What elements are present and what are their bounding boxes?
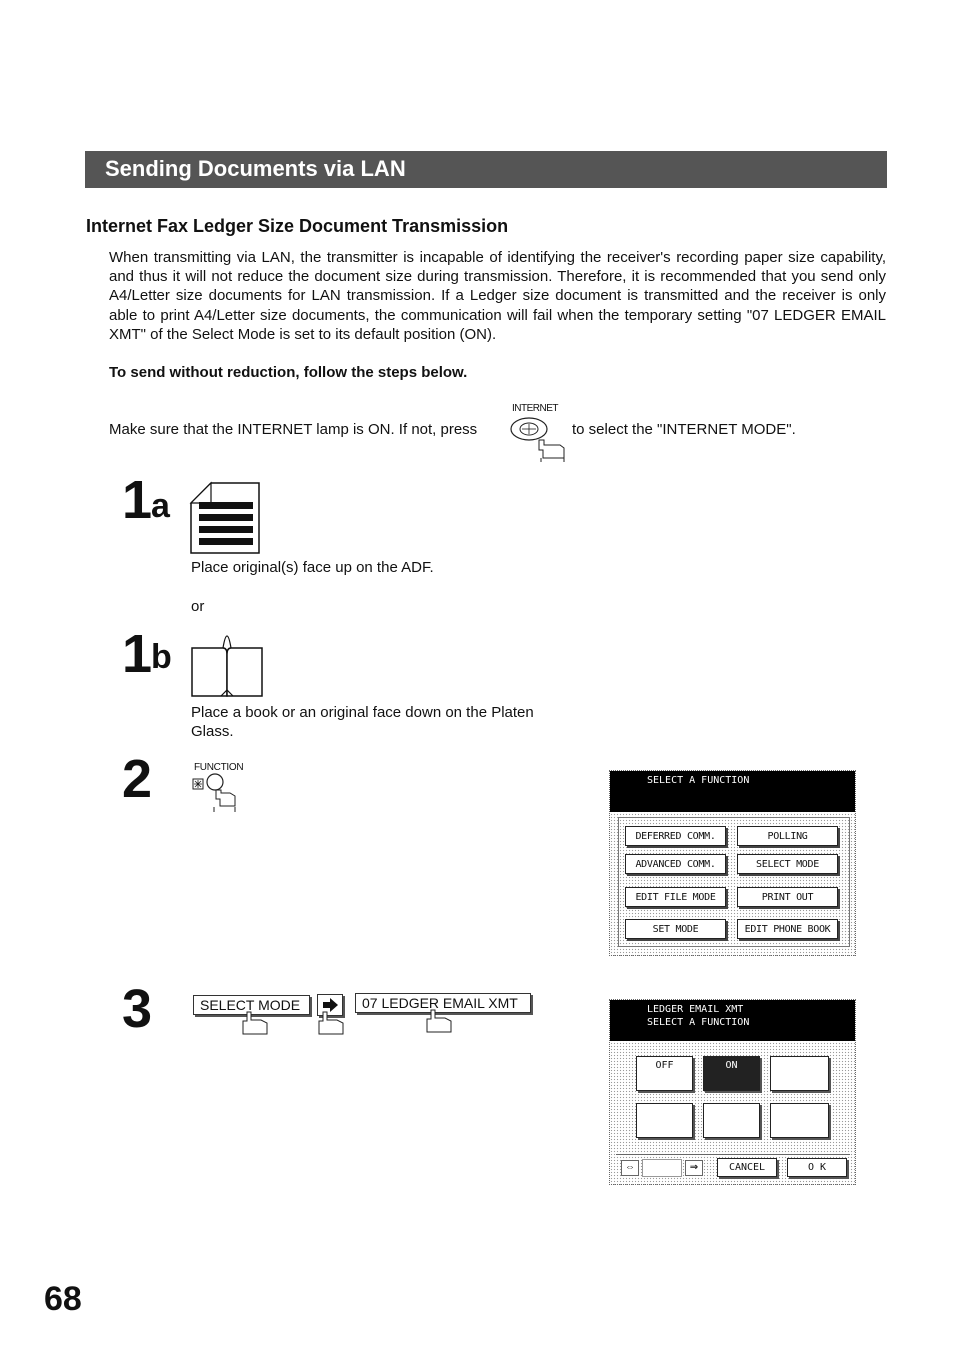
- scroll-right-icon[interactable]: ⇒: [685, 1160, 703, 1176]
- advanced-comm-button[interactable]: ADVANCED COMM.: [625, 854, 726, 874]
- select-function-screen: [609, 770, 856, 956]
- function-key-icon[interactable]: [190, 772, 240, 814]
- select-mode-button[interactable]: SELECT MODE: [737, 854, 838, 874]
- print-out-button[interactable]: PRINT OUT: [737, 887, 838, 907]
- internet-instruction-after: to select the "INTERNET MODE".: [572, 421, 796, 438]
- polling-button[interactable]: POLLING: [737, 826, 838, 846]
- deferred-comm-button[interactable]: DEFERRED COMM.: [625, 826, 726, 846]
- ledger-email-xmt-key[interactable]: 07 LEDGER EMAIL XMT: [355, 993, 531, 1013]
- adf-document-icon: [189, 481, 261, 555]
- section-header-bar: [85, 151, 887, 188]
- empty-option-button[interactable]: [770, 1103, 829, 1138]
- edit-file-mode-button[interactable]: EDIT FILE MODE: [625, 887, 726, 907]
- step-1b-caption: Place a book or an original face down on the Platen Glass.: [191, 704, 534, 740]
- set-mode-button[interactable]: SET MODE: [625, 919, 726, 939]
- internet-instruction-before: Make sure that the INTERNET lamp is ON. If not, press: [109, 421, 478, 438]
- screen1-header: SELECT A FUNCTION: [610, 771, 855, 812]
- page-indicator: [642, 1159, 682, 1177]
- select-mode-key[interactable]: SELECT MODE: [193, 995, 310, 1015]
- screen2-header: [610, 1000, 855, 1041]
- function-key-label: FUNCTION: [194, 762, 244, 773]
- on-button[interactable]: ON: [703, 1056, 760, 1091]
- hand-press-icon: [241, 1010, 271, 1036]
- hand-press-icon: [317, 1010, 347, 1036]
- step-1a-letter: a: [151, 487, 170, 525]
- internet-key-icon[interactable]: [508, 414, 570, 464]
- page-number: 68: [44, 1280, 82, 1318]
- edit-phone-book-button[interactable]: EDIT PHONE BOOK: [737, 919, 838, 939]
- or-text: or: [191, 598, 205, 615]
- book-icon: [189, 634, 265, 700]
- step-3-number: 3: [122, 979, 153, 1039]
- step-1b-number: 1: [122, 624, 153, 684]
- empty-option-button[interactable]: [636, 1103, 693, 1138]
- step-1b-letter: b: [151, 638, 172, 676]
- scroll-left-icon[interactable]: ⇔: [621, 1160, 639, 1176]
- step-1a-number: 1: [122, 470, 153, 530]
- subtitle: Internet Fax Ledger Size Document Transmission: [86, 216, 509, 236]
- empty-option-button[interactable]: [703, 1103, 760, 1138]
- ledger-email-screen: [609, 999, 856, 1185]
- hand-press-icon: [425, 1008, 455, 1034]
- ok-button[interactable]: O K: [787, 1158, 847, 1177]
- cancel-button[interactable]: CANCEL: [717, 1158, 777, 1177]
- internet-key-label: INTERNET: [512, 403, 558, 414]
- screen2-header-line2: SELECT A FUNCTION: [647, 1017, 750, 1028]
- intro-paragraph: When transmitting via LAN, the transmitter is incapable of identifying the receiver's recording paper size capability, and thus it will not reduce the document size during transmission. Therefore, it is recommended that you send only A4/Letter size documents for LAN transmission. If a Ledger size document is transmitted and the receiver is only able to print A4/Letter size documents, the communication will fail when the temporary setting "07 LEDGER EMAIL XMT" of the Select Mode is set to its default position (ON).: [109, 249, 886, 343]
- step-2-number: 2: [122, 749, 153, 809]
- instruction-text: To send without reduction, follow the steps below.: [109, 364, 468, 381]
- off-button[interactable]: OFF: [636, 1056, 693, 1091]
- empty-option-button[interactable]: [770, 1056, 829, 1091]
- section-title: Sending Documents via LAN: [105, 156, 406, 181]
- screen2-header-line1: LEDGER EMAIL XMT: [647, 1004, 744, 1015]
- step-1a-caption: Place original(s) face up on the ADF.: [191, 559, 434, 576]
